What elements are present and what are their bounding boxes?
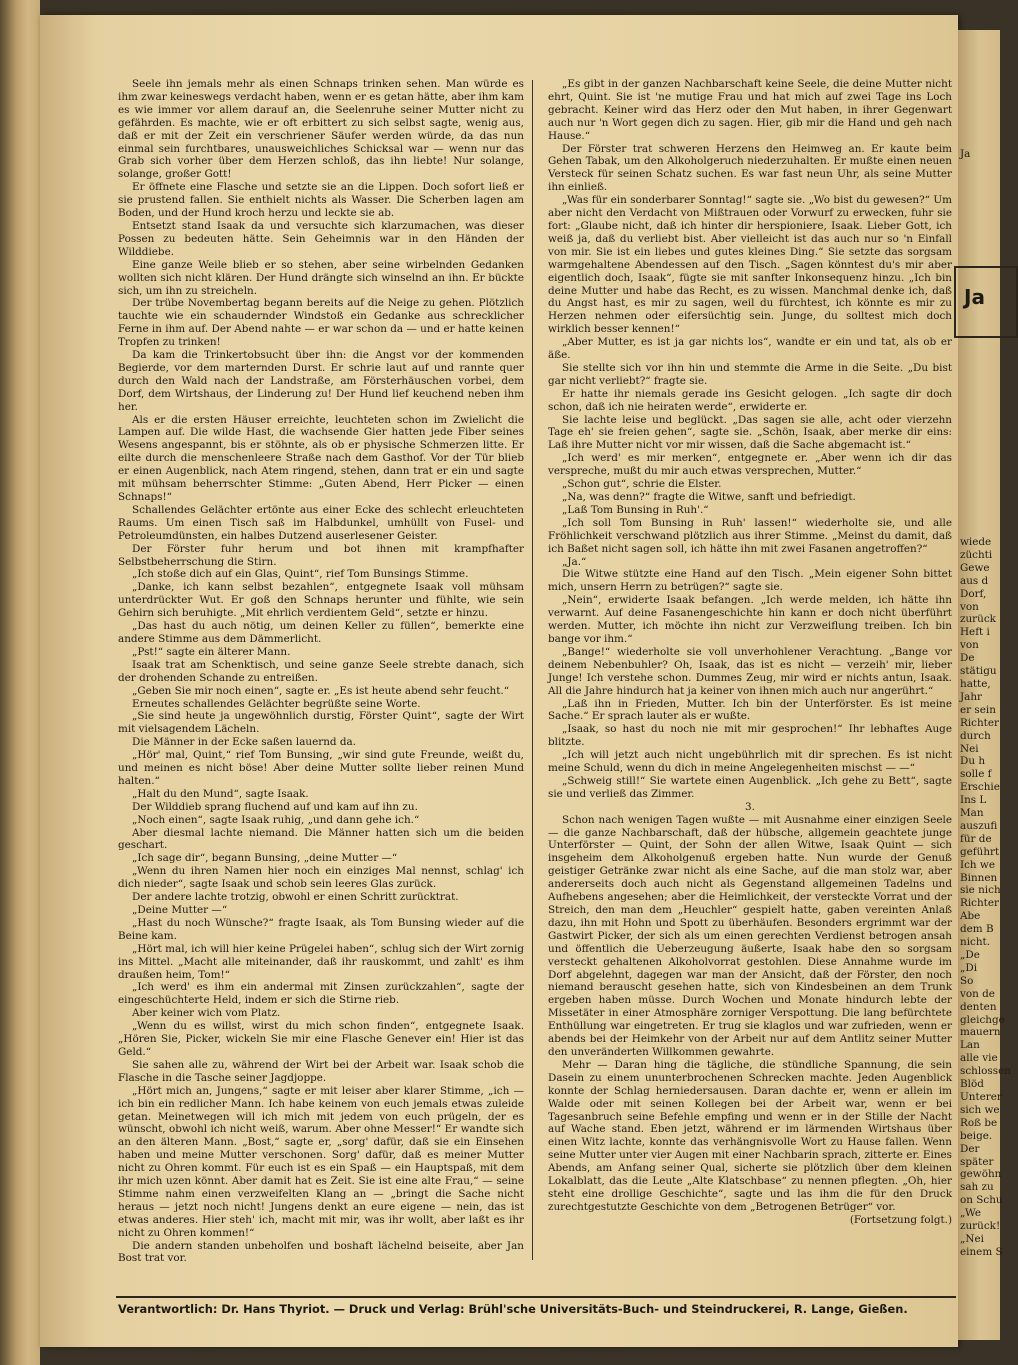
adjacent-page-fragment: Ins L [960,794,987,807]
paragraph: Die Witwe stützte eine Hand auf den Tisch. „Mein eigener Sohn bittet mich, unsern Herrn zu betrügen?“ sagte sie. [548,568,952,594]
paragraph: „Schweig still!“ Sie wartete einen Augenblick. „Ich gehe zu Bett“, sagte sie und verließ das Zimmer. [548,774,952,800]
paragraph: Der Wilddieb sprang fluchend auf und kam auf ihn zu. [132,800,418,813]
paragraph: Sie sahen alle zu, während der Wirt bei der Arbeit war. Isaak schob die Flasche in die Tasche seiner Jagdjoppe. [118,1058,524,1084]
paragraph: „Laß Tom Bunsing in Ruh'.“ [562,503,709,516]
adjacent-page-fragment: wiede [960,536,992,548]
paragraph: Eine ganze Weile blieb er so stehen, aber seine wirbelnden Gedanken wollten sich nicht klären. Der Hund drängte sich winselnd an ihn. Er bückte sich, um ihn zu streicheln. [118,258,524,297]
paragraph: „Nein“, erwiderte Isaak befangen. „Ich werde melden, ich hätte ihn verwarnt. Auf deine Fasanengeschichte hin kann er doch nicht überführt werden. Mutter, ich möchte ihn nicht zur Verzweiflung treiben. Ich bin bange vor ihm.“ [548,594,952,645]
adjacent-page-fragment: alle vie [960,1052,998,1065]
paragraph: Mehr — Daran hing die tägliche, die stündliche Spannung, die sein Dasein zu einem ununterbrochenen Schrecken machte. Jeden Augenblick konnte der Schlag herniedersausen. Daran dachte er, wenn er allein im Walde oder mit seinen Kollegen bei der Arbeit war, wenn er bei Tagesanbruch seine Befehle empfing und wenn er in der Stille der Nacht auf Wache stand. Eben jetzt, während er im lärmenden Wirtshaus über einen Witz lachte, konnte das verhängnisvolle Wort zu Hause fallen. Wenn seine Mutter unter vier Augen mit einer Nachbarin sprach, zitterte er. Eines Abends, am Anfang seiner Qual, sicherte sie plötzlich über dem kleinen Lokalblatt, das die Leute „Alte Klatschbase“ zu nennen pflegten. „Oh, hier steht eine drollige Geschichte“, sagte und las ihm die für den Druck zurechtgestutzte Geschichte von dem „Betrogenen Betrüger“ vor. [548,1058,952,1213]
paragraph: „Ja.“ [562,555,587,568]
adjacent-page-fragment: Nei [960,742,979,755]
adjacent-page-fragment: Roß be [960,1116,998,1129]
paragraph: Die Männer in der Ecke saßen lauernd da. [132,736,357,749]
paragraph: „Hört mal, ich will hier keine Prügelei haben“, schlug sich der Wirt zornig ins Mittel. „Macht alle miteinander, daß ihr rauskommt, und zahlt' es ihm draußen heim, Tom!“ [118,942,524,981]
adjacent-page-fragment: er sein [960,703,996,716]
paragraph: „Deine Mutter —“ [132,904,228,916]
adjacent-page-fragment: hatte, [960,677,991,690]
paragraph: „Laß ihn in Frieden, Mutter. Ich bin der Unterförster. Es ist meine Sache.“ Er sprach lauter als er wußte. [548,697,952,723]
paragraph: „Hör' mal, Quint,“ rief Tom Bunsing, „wir sind gute Freunde, weißt du, und meinen es nicht böse! Aber deine Mutter sollte lieber reinen Mund halten.“ [118,749,524,787]
paragraph: Als er die ersten Häuser erreichte, leuchteten schon im Zwielicht die Lampen auf. Die wilde Hast, die wachsende Gier hatten jede Fiber seines Wesens angespannt, bis er stöhnte, als ob er physische Schmerzen litte. Er eilte durch die menschenleere Straße nach dem Gasthof. Vor der Tür blieb er einen Augenblick, nach Atem ringend, stehen, dann trat er ein und sagte mit mühsam beherrschter Stimme: „Guten Abend, Herr Picker — einen Schnaps!“ [118,413,524,503]
adjacent-page-fragment: „Di [960,961,978,974]
adjacent-page-fragment: Der [960,1142,980,1155]
paragraph: „Hört mich an, Jungens,“ sagte er mit leiser aber klarer Stimme, „ich — ich bin ein redlicher Mann. Ich habe keinem von euch jemals etwas zuleide getan. Meinetwegen will ich mich mit jedem von euch prügeln, der es wünscht, obwohl ich nicht weiß, warum. Aber ohne Messer!“ Er wandte sich an den älteren Mann. „Bost,“ sagte er, „sorg' dafür, daß sie ein Einsehen haben und meine Mutter verschonen. Sorg' dafür, daß es meiner Mutter nicht zu Ohren kommt. Für euch ist es ein Spaß — ein Hauptspaß, mit dem ihr mich uzen könnt. Aber damit hat es Zeit. Sie ist eine alte Frau,“ — seine Stimme nahm einen verzweifelten Klang an — „bringt die Sache nicht heraus — jetzt noch nicht! Jungens denkt an eure eigene — nein, das ist etwas anderes. Hier steh' ich, macht mit mir, was ihr wollt, aber laßt es ihr nicht zu Ohren kommen!“ [118,1084,524,1239]
adjacent-page-fragment: geführt [960,845,1000,858]
paragraph: „Bange!“ wiederholte sie voll unverhohlener Verachtung. „Bange vor deinem Nebenbuhler? Oh, Isaak, das ist es nicht — verzeih' mir, lieber Junge! Ich verstehe schon. Dummes Zeug, mir wird er nichts antun, Isaak. All die Jahre hindurch hat ja keiner von ihnen mich auch nur angerührt.“ [548,645,952,697]
adjacent-page-fragment: sie nich [960,884,1001,897]
adjacent-page-fragment: dem B [960,923,994,936]
adjacent-page-fragment: Jahr [960,690,983,703]
continuation-note: (Fortsetzung folgt.) [849,1213,952,1226]
adjacent-page-fragment: on Schu [960,1194,1003,1207]
paragraph: Da kam die Trinkertobsucht über ihn: die Angst vor der kommenden Begierde, vor dem marternden Durst. Er schrie laut auf und rannte quer durch den Wald nach der Landstraße, am Försterhäuschen vorbei, dem Dorf, dem Wirtshaus, der Linderung zu! Der Hund lief keuchend neben ihm her. [118,349,524,413]
paragraph: „Wenn du ihren Namen hier noch ein einziges Mal nennst, schlag' ich dich nieder“, sagte Isaak und schob sein leeres Glas zurück. [118,865,524,891]
adjacent-page-fragment: Dorf, [960,587,987,600]
adjacent-page-fragment: Du h [960,755,986,768]
paragraph: „Ich will jetzt auch nicht ungebührlich mit dir sprechen. Es ist nicht meine Schuld, wenn du dich in meine Angelegenheiten mischst — —“ [548,749,952,775]
paragraph: Erneutes schallendes Gelächter begrüßte seine Worte. [132,697,421,710]
paragraph: „Wenn du es willst, wirst du mich schon finden“, entgegnete Isaak. „Hören Sie, Picker, wickeln Sie mir eine Flasche Genever ein! Hier ist das Geld.“ [118,1020,524,1058]
adjacent-page-fragment: von de [960,987,995,1000]
adjacent-page-fragment: „Nei [960,1232,984,1245]
paragraph: Die andern standen unbeholfen und boshaft lächelnd beiseite, aber Jan Bost trat vor. [118,1239,524,1265]
paragraph: Der trübe Novembertag begann bereits auf die Neige zu gehen. Plötzlich tauchte wie ein schaudernder Windstoß ein Gedanke aus schrecklicher Ferne in ihm auf. Der Abend nahte — er war schon da — und er hatte keinen Tropfen zu trinken! [118,297,524,349]
paragraph: „Ich werd' es mir merken“, entgegnete er. „Aber wenn ich dir das verspreche, mußt du mir auch etwas versprechen, Mutter.“ [548,452,952,478]
adjacent-page-fragment: Richter [960,716,999,729]
adjacent-page-lower-text [958,536,1011,1259]
paragraph: „Ich stoße dich auf ein Glas, Quint“, rief Tom Bunsings Stimme. [132,568,469,581]
adjacent-page-heading: Ja [964,285,985,309]
paragraph: Schallendes Gelächter ertönte aus einer Ecke des schlecht erleuchteten Raums. Um einen Tisch saß im Halbdunkel, umhüllt von Fusel- und Petroleumdünsten, ein halbes Dutzend auserlesener Geister. [118,503,524,542]
imprint-line: Verantwortlich: Dr. Hans Thyriot. — Druck und Verlag: Brühl'sche Universitäts-Buch- und Steindruckerei, R. Lange, Gießen. [118,1302,908,1316]
adjacent-page-fragment: gewöhn [960,1168,1002,1181]
adjacent-page-fragment: „De [960,949,980,961]
adjacent-page-fragment: einem S [960,1245,1003,1258]
adjacent-page-fragment: solle f [960,768,992,781]
adjacent-page-fragment: nicht. [960,936,991,949]
adjacent-page-fragment: zurück [960,613,996,626]
adjacent-page-fragment: Ja [960,148,971,160]
adjacent-page-fragment: von [960,639,979,652]
adjacent-page-fragment: „We [960,1207,981,1220]
adjacent-page-fragment: Lan [960,1039,980,1052]
adjacent-page-fragment: gleichge [960,1013,1005,1026]
adjacent-page-fragment: beige. [960,1129,993,1142]
adjacent-page-fragment: So [960,974,974,987]
footer-rule [116,1296,956,1298]
adjacent-page-fragment: auszufi [960,819,998,832]
right-text-column [548,78,952,1248]
paragraph: „Hast du noch Wünsche?“ fragte Isaak, als Tom Bunsing wieder auf die Beine kam. [118,916,524,942]
paragraph: „Das hast du auch nötig, um deinen Keller zu füllen“, bemerkte eine andere Stimme aus dem Dämmerlicht. [118,620,524,645]
adjacent-page-fragment: Ich we [960,858,995,871]
paragraph: Seele ihn jemals mehr als einen Schnaps trinken sehen. Man würde es ihm zwar keineswegs verdacht haben, wenn er es getan hätte, aber ihm kam es wie immer vor allem darauf an, die Seelenruhe seiner Mutter nicht zu gefährden. Es machte, wie er oft erbittert zu sich selbst sagte, wenig aus, daß er mit der Zeit ein verschriener Säufer werden würde, da das nun einmal sein furchtbares, unausweichliches Schicksal war — wenn nur das Grab sich vorher über dem Herzen schloß, das ihn liebte! Nur solange, solange, großer Gott! [118,78,524,181]
paragraph: Sie lachte leise und beglückt. „Das sagen sie alle, acht oder vierzehn Tage eh' sie freien gehen“, sagte sie. „Schön, Isaak, aber merke dir eins: Laß ihre Mutter nicht vor mir wissen, daß die Sache abgemacht ist.“ [548,413,952,452]
paragraph: Entsetzt stand Isaak da und versuchte sich klarzumachen, was dieser Possen zu bedeuten hätte. Sein Geheimnis war in den Händen der Wilddiebe. [118,219,524,258]
paragraph: „Isaak, so hast du noch nie mit mir gesprochen!“ Ihr lebhaftes Auge blitzte. [548,723,952,749]
paragraph: „Es gibt in der ganzen Nachbarschaft keine Seele, die deine Mutter nicht ehrt, Quint. Sie ist 'ne mutige Frau und hat mich auf zwei Tage ins Loch gebracht. Keiner wird das Herz oder den Mut haben, in ihrer Gegenwart auch nur 'n Wort gegen dich zu sagen. Hier, gib mir die Hand und geh nach Hause.“ [548,78,952,142]
adjacent-page-fragment: Blöd [960,1078,984,1091]
column-divider [532,80,533,1260]
paragraph: „Aber Mutter, es ist ja gar nichts los“, wandte er ein und tat, als ob er äße. [548,336,952,362]
adjacent-page-fragment: De [960,652,975,665]
paragraph: „Pst!“ sagte ein älterer Mann. [132,645,291,658]
adjacent-page-fragment: denten [960,1000,997,1013]
book-binding-edge [0,0,40,1365]
adjacent-page-fragment: durch [960,729,991,742]
adjacent-page-fragment: mauern [960,1026,1001,1039]
adjacent-page-fragment: stätigu [960,665,997,678]
adjacent-page-fragment: Heft i [960,626,990,639]
paragraph: „Danke, ich kann selbst bezahlen“, entgegnete Isaak voll mühsam unterdrückter Wut. Er goß den Schnaps herunter und fühlte, wie sein Gehirn sich beruhigte. „Mit ehrlich verdientem Geld“, setzte er hinzu. [118,581,524,620]
paragraph: „Na, was denn?“ fragte die Witwe, sanft und befriedigt. [562,491,856,503]
paragraph: „Ich soll Tom Bunsing in Ruh' lassen!“ wiederholte sie, und alle Fröhlichkeit verschwand plötzlich aus ihrer Stimme. „Meinst du damit, daß ich Baßet nicht sagen soll, ich hätte ihn mit zwei Fasanen angetroffen?“ [548,516,952,555]
paragraph: Schon nach wenigen Tagen wußte — mit Ausnahme einer einzigen Seele — die ganze Nachbarschaft, daß der hübsche, allgemein geachtete junge Unterförster — Quint, der Sohn der allen Witwe, Isaak Quint — sich insgeheim dem Alkoholgenuß ergeben hatte. Nun wurde der Genuß geistiger Getränke zwar nicht als eine Sache, auf die man stolz war, aber andererseits doch auch nicht als Gegenstand allgemeinen Tadelns und Aufhebens angesehen; aber die Heimlichkeit, der versteckte Vorrat und der Streich, den man dem „Heuchler“ gespielt hatte, gaben vereinten Anlaß dazu, ihn mit Hohn und Spott zu überhäufen. Besonders ergrimmt war der Gastwirt Picker, der sich als um einen gerechten Verdienst betrogen ansah und öffentlich die Ueberzeugung äußerte, Isaak habe den so sorgsam versteckt gehaltenen Alkoholvorrat gestohlen. Diese Annahme wurde im Dorf abgelehnt, dagegen war man der Ansicht, daß der Förster, den noch niemand berauscht gesehen hatte, sich von Kindesbeinen an dem Trunk ergeben haben müsse. Durch Wochen und Monate hindurch lebte der Missetäter in einer Atmosphäre zorniger Verspottung. Die lang befürchtete Enthüllung war eingetreten. Er trug sie klaglos und war zufrieden, wenn er abends bei der Heimkehr von der Arbeit nur auf dem Antlitz seiner Mutter den unveränderten Willkommen gewahrte. [548,813,952,1058]
adjacent-page-fragment: Man [960,807,984,820]
adjacent-page-fragment: Binnen [960,871,998,884]
adjacent-page-fragment: schlossen [960,1065,1011,1078]
paragraph: „Ich werd' es ihm ein andermal mit Zinsen zurückzahlen“, sagte der eingeschüchterte Held, indem er sich die Stirne rieb. [118,981,524,1007]
paragraph: „Geben Sie mir noch einen“, sagte er. „Es ist heute abend sehr feucht.“ [132,684,510,697]
adjacent-page-fragment: sich we [960,1103,1000,1116]
left-text-column [118,78,524,1265]
paragraph: Der andere lachte trotzig, obwohl er einen Schritt zurücktrat. [132,891,459,904]
adjacent-page-edge [958,30,1011,1340]
paragraph: „Sie sind heute ja ungewöhnlich durstig, Förster Quint“, sagte der Wirt mit vielsagendem Lächeln. [118,710,524,736]
adjacent-page-fragment: von [960,600,979,613]
adjacent-page-fragment: Erschie [960,781,1000,794]
adjacent-page-fragment: sah zu [960,1181,994,1194]
adjacent-page-fragment: Richter [960,897,999,910]
paragraph: Der Förster trat schweren Herzens den Heimweg an. Er kaute beim Gehen Tabak, um den Alkoholgeruch niederzuhalten. Er mußte einen neuen Versteck für seinen Schatz suchen. Es war fast neun Uhr, als seine Mutter ihn einließ. [548,142,952,194]
adjacent-page-fragment: Abe [960,910,981,923]
adjacent-page-fragment: später [960,1155,994,1168]
section-number: 3. [745,800,755,813]
adjacent-page-fragment: zurück! [960,1220,1001,1233]
adjacent-page-fragment: züchti [960,548,993,561]
paragraph: „Noch einen“, sagte Isaak ruhig, „und dann gehe ich.“ [132,813,420,826]
paragraph: „Schon gut“, schrie die Elster. [562,478,722,491]
paragraph: Er öffnete eine Flasche und setzte sie an die Lippen. Doch sofort ließ er sie prustend fallen. Sie enthielt nichts als Wasser. Die Scherben lagen am Boden, und der Hund kroch herzu und leckte sie ab. [118,181,524,220]
paragraph: „Was für ein sonderbarer Sonntag!“ sagte sie. „Wo bist du gewesen?“ Um aber nicht den Verdacht von Mißtrauen oder Vorwurf zu erwecken, fuhr sie fort: „Glaube nicht, daß ich hinter dir herspioniere, Isaak. Lieber Gott, ich weiß ja, daß du verliebt bist. Aber vielleicht ist das auch nur so 'n Einfall von mir. Sie ist ein liebes und gutes kleines Ding.“ Sie setzte das sorgsam warmgehaltene Abendessen auf den Tisch. „Sagen könntest du's mir aber eigentlich doch, Isaak“, fügte sie mit sanfter Inkonsequenz hinzu. „Ich bin deine Mutter und habe das Recht, es zu wissen. Manchmal denke ich, daß du Angst hast, es mir zu sagen, weil du fürchtest, ich könnte es mir zu Herzen nehmen oder eifersüchtig sein. Junge, du solltest mich doch wirklich besser kennen!“ [548,194,952,336]
paragraph: Aber keiner wich vom Platz. [132,1007,281,1020]
adjacent-page-fragment: Gewe [960,561,990,574]
paragraph: „Halt du den Mund“, sagte Isaak. [132,787,309,800]
paragraph: Aber diesmal lachte niemand. Die Männer hatten sich um die beiden geschart. [118,826,524,852]
adjacent-page-fragment: Unterer [960,1090,1002,1103]
adjacent-page-upper-text [958,148,970,161]
adjacent-page-fragment: für de [960,832,992,845]
paragraph: Er hatte ihr niemals gerade ins Gesicht gelogen. „Ich sagte dir doch schon, daß ich nie heiraten werde“, erwiderte er. [548,387,952,413]
paragraph: Der Förster fuhr herum und bot ihnen mit krampfhafter Selbstbeherrschung die Stirn. [118,542,524,568]
paragraph: „Ich sage dir“, begann Bunsing, „deine Mutter —“ [132,852,398,865]
paragraph: Sie stellte sich vor ihn hin und stemmte die Arme in die Seite. „Du bist gar nicht verliebt?“ fragte sie. [548,361,952,387]
paragraph: Isaak trat am Schenktisch, und seine ganze Seele strebte danach, sich der drohenden Schande zu entreißen. [118,658,524,684]
adjacent-page-fragment: aus d [960,574,989,587]
